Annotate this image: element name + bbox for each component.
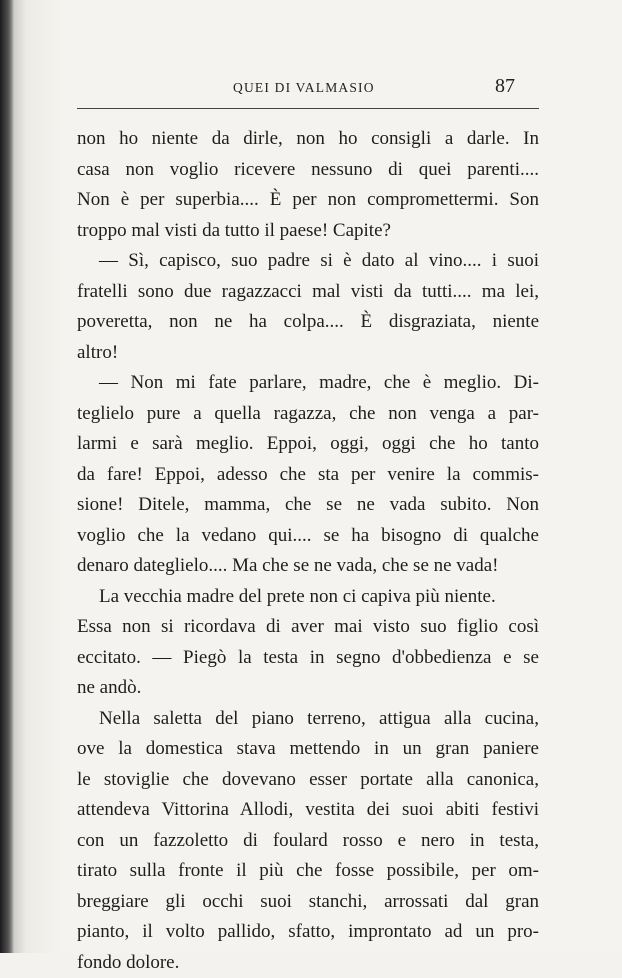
text-line: da fare! Eppoi, adesso che sta per venire la commis- [77,460,539,491]
text-line: poveretta, non ne ha colpa.... È disgraziata, niente [77,307,539,338]
text-line: Essa non si ricordava di aver mai visto suo figlio così [77,612,539,643]
text-line: troppo mal visti da tutto il paese! Capite? [77,216,539,247]
text-line: eccitato. — Piegò la testa in segno d'obbedienza e se [77,643,539,674]
text-line: voglio che la vedano qui.... se ha bisogno di qualche [77,521,539,552]
text-line: La vecchia madre del prete non ci capiva più niente. [77,582,539,613]
text-line: tirato sulla fronte il più che fosse possibile, per om- [77,856,539,887]
page-number: 87 [495,75,515,98]
text-line: breggiare gli occhi suoi stanchi, arrossati dal gran [77,887,539,918]
header-rule [77,108,539,109]
book-spine-shadow [0,0,14,953]
text-line: larmi e sarà meglio. Eppoi, oggi, oggi che ho tanto [77,429,539,460]
body-text [77,124,539,978]
text-line: casa non voglio ricevere nessuno di quei parenti.... [77,155,539,186]
text-line: ne andò. [77,673,539,704]
text-line: non ho niente da dirle, non ho consigli a darle. In [77,124,539,155]
text-line: attendeva Vittorina Allodi, vestita dei suoi abiti festivi [77,795,539,826]
text-line: pianto, il volto pallido, sfatto, improntato ad un pro- [77,917,539,948]
text-line: fratelli sono due ragazzacci mal visti da tutti.... ma lei, [77,277,539,308]
text-line: con un fazzoletto di foulard rosso e nero in testa, [77,826,539,857]
text-line: fondo dolore. [77,948,539,978]
text-line: — Sì, capisco, suo padre si è dato al vino.... i suoi [77,246,539,277]
text-line: — Non mi fate parlare, madre, che è meglio. Di- [77,368,539,399]
text-line: altro! [77,338,539,369]
text-line: Non è per superbia.... È per non compromettermi. Son [77,185,539,216]
text-line: denaro dateglielo.... Ma che se ne vada, che se ne vada! [77,551,539,582]
text-line: sione! Ditele, mamma, che se ne vada subito. Non [77,490,539,521]
text-line: ove la domestica stava mettendo in un gran paniere [77,734,539,765]
running-head-title: QUEI DI VALMASIO [233,80,375,96]
text-line: teglielo pure a quella ragazza, che non venga a par- [77,399,539,430]
text-line: le stoviglie che dovevano esser portate alla canonica, [77,765,539,796]
text-line: Nella saletta del piano terreno, attigua alla cucina, [77,704,539,735]
